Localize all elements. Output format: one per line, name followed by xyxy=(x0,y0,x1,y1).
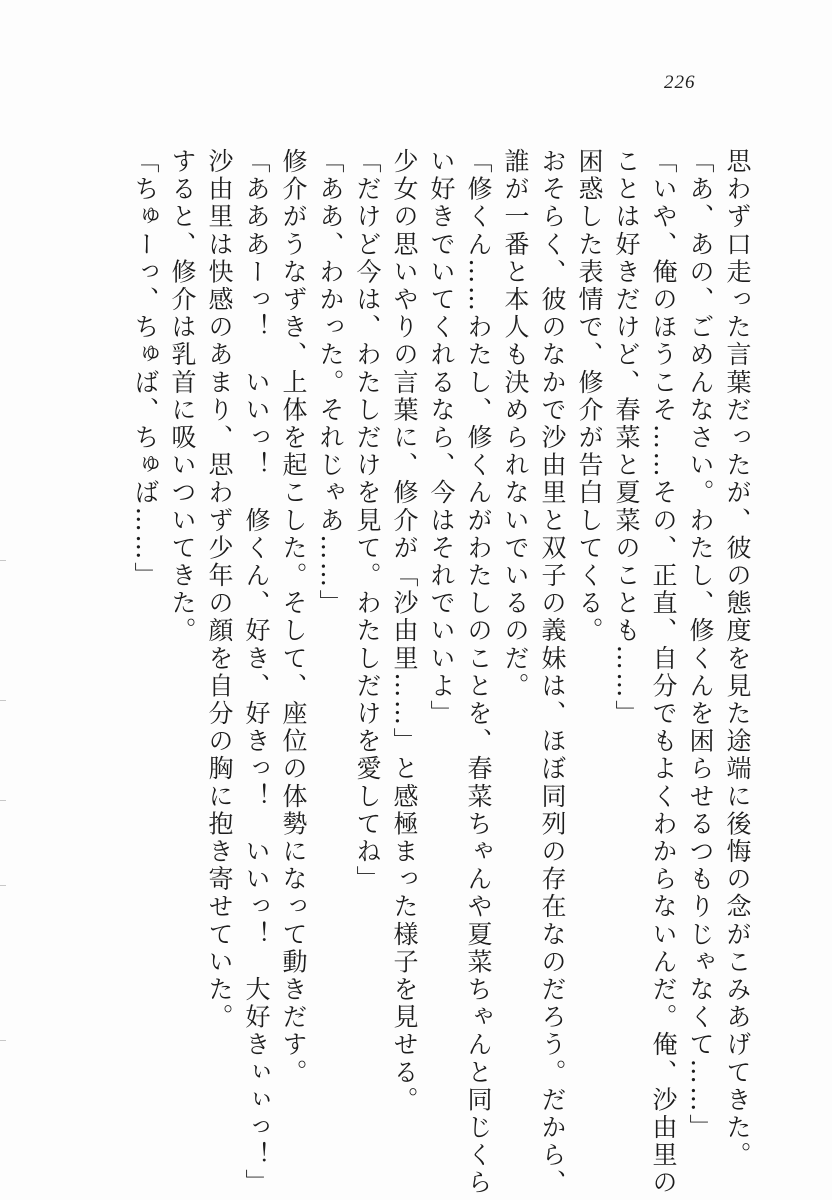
scan-edge-mark xyxy=(0,885,6,886)
text-line: 「ちゅーっ、ちゅば、ちゅば……」 xyxy=(131,148,160,590)
scan-edge-mark xyxy=(0,700,6,701)
page-number: 226 xyxy=(664,72,696,93)
text-line: 困惑した表情で、修介が告白してくる。 xyxy=(575,148,604,645)
text-line: 少女の思いやりの言葉に、修介が「沙由里……」と感極まった様子を見せる。 xyxy=(390,148,419,1114)
text-line: 「あ、あの、ごめんなさい。わたし、修くんを困らせるつもりじゃなくて……」 xyxy=(686,148,715,1142)
text-line: すると、修介は乳首に吸いついてきた。 xyxy=(168,148,197,645)
scan-edge-mark xyxy=(0,800,6,801)
text-line: 「ああ、わかった。それじゃあ……」 xyxy=(316,148,345,618)
body-text xyxy=(86,148,756,1197)
text-line: 誰が一番と本人も決められないでいるのだ。 xyxy=(501,148,530,700)
scan-edge-mark xyxy=(0,560,6,561)
text-line: 「だけど今は、わたしだけを見て。わたしだけを愛してね」 xyxy=(353,148,382,894)
text-line: 沙由里は快感のあまり、思わず少年の顔を自分の胸に抱き寄せていた。 xyxy=(205,148,234,1032)
text-line: 思わず口走った言葉だったが、彼の態度を見た途端に後悔の念がこみあげてきた。 xyxy=(723,148,752,1170)
text-line: 「あああーっ！ いいっ！ 修くん、好き、好きっ！ いいっ！ 大好きぃぃっ！」 xyxy=(242,148,271,1197)
scan-edge-mark xyxy=(0,1040,6,1041)
text-line: い好きでいてくれるなら、今はそれでいいよ」 xyxy=(427,148,456,728)
text-line: 「修くん……わたし、修くんがわたしのことを、春菜ちゃんや夏菜ちゃんと同じくら xyxy=(464,148,493,1197)
text-line: 修介がうなずき、上体を起こした。そして、座位の体勢になって動きだす。 xyxy=(279,148,308,1087)
text-line: 「いや、俺のほうこそ……その、正直、自分でもよくわからないんだ。俺、沙由里の xyxy=(649,148,678,1197)
text-line: ことは好きだけど、春菜と夏菜のことも……」 xyxy=(612,148,641,728)
text-line: おそらく、彼のなかで沙由里と双子の義妹は、ほぼ同列の存在なのだろう。だから、 xyxy=(538,148,567,1197)
